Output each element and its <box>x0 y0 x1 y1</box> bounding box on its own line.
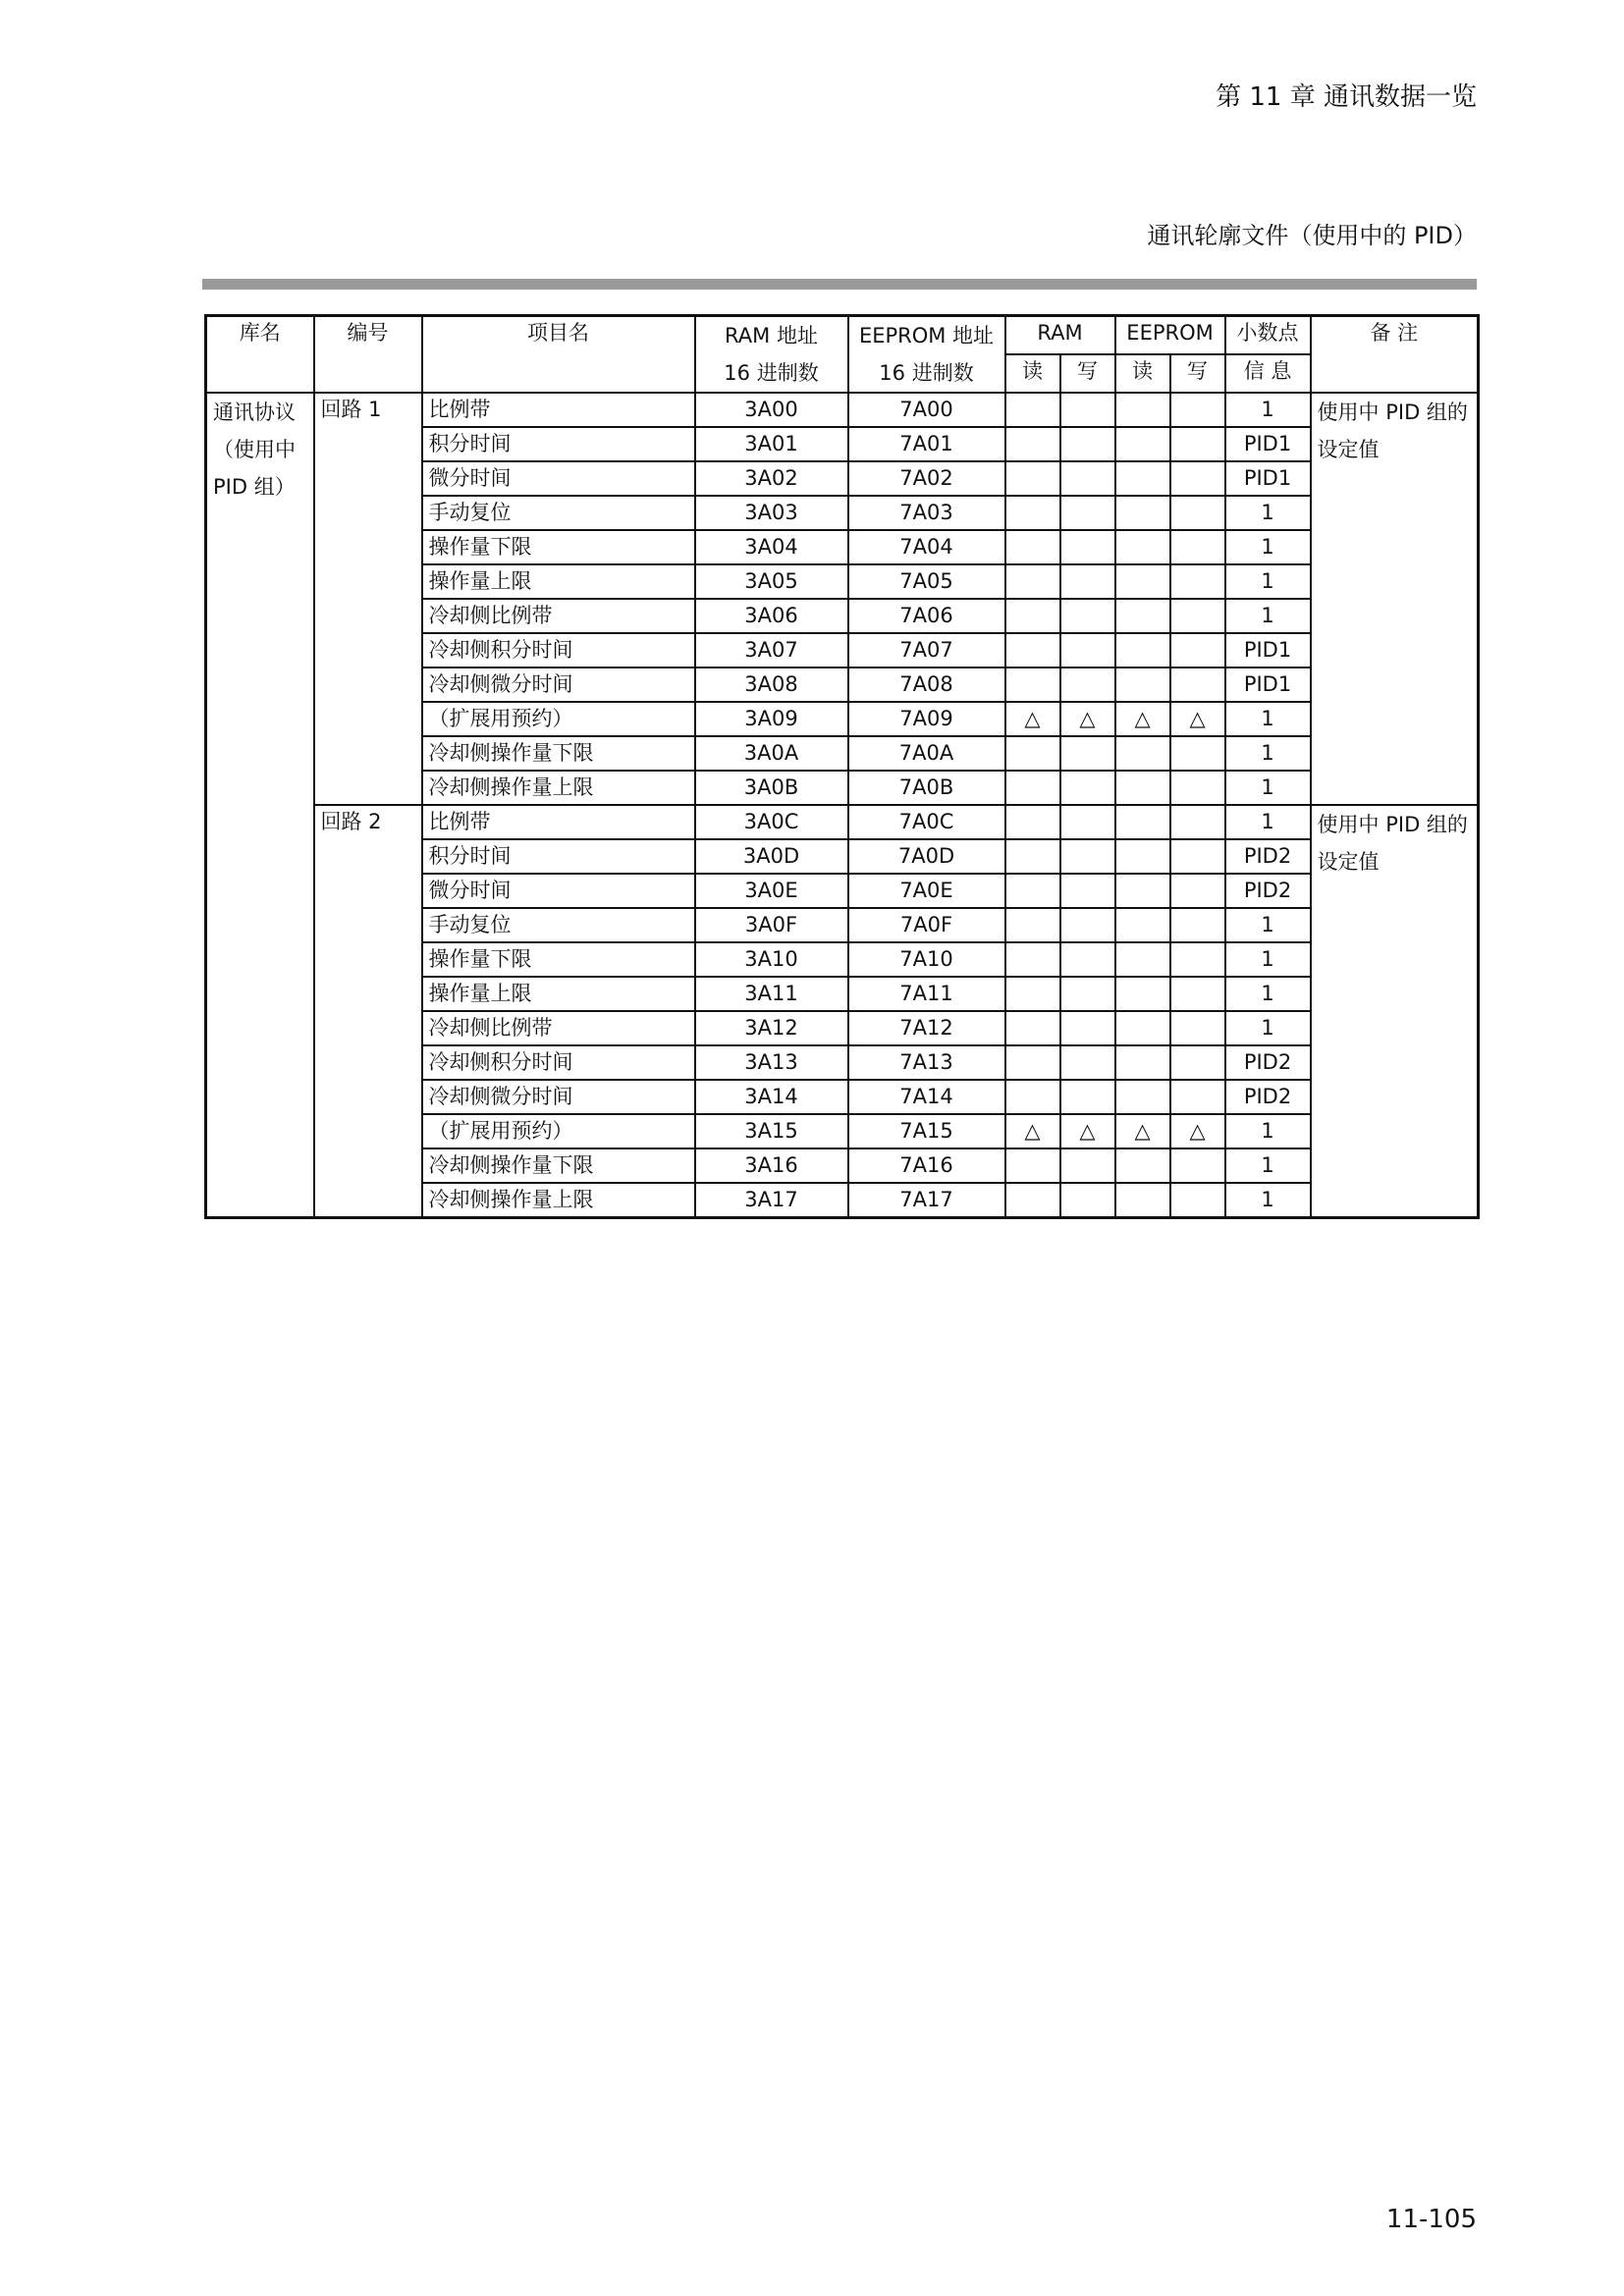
decimal-info-cell: PID1 <box>1225 461 1311 496</box>
decimal-info-cell: 1 <box>1225 564 1311 599</box>
header-decimal-info: 信 息 <box>1225 354 1311 393</box>
header-divider <box>202 279 1477 290</box>
eeprom-write-cell <box>1170 633 1225 667</box>
eeprom-address-cell: 7A0C <box>848 805 1005 839</box>
ram-write-cell <box>1060 461 1115 496</box>
decimal-info-cell: 1 <box>1225 393 1311 427</box>
item-name-cell: 手动复位 <box>422 496 695 530</box>
decimal-info-cell: 1 <box>1225 1011 1311 1045</box>
ram-read-cell <box>1005 1011 1060 1045</box>
ram-read-cell <box>1005 633 1060 667</box>
eeprom-read-cell <box>1115 633 1170 667</box>
eeprom-address-cell: 7A0B <box>848 771 1005 805</box>
eeprom-address-cell: 7A00 <box>848 393 1005 427</box>
table-row <box>206 393 1479 427</box>
ram-write-cell <box>1060 633 1115 667</box>
header-eeprom-address-label: EEPROM 地址 <box>858 324 995 347</box>
item-name-cell: 微分时间 <box>422 461 695 496</box>
chapter-title: 第 11 章 通讯数据一览 <box>1216 82 1477 112</box>
ram-address-cell: 3A14 <box>695 1080 848 1114</box>
ram-address-cell: 3A12 <box>695 1011 848 1045</box>
eeprom-write-cell <box>1170 427 1225 461</box>
ram-read-cell <box>1005 1045 1060 1080</box>
decimal-info-cell: 1 <box>1225 496 1311 530</box>
item-name-cell: （扩展用预约） <box>422 1114 695 1148</box>
eeprom-read-cell <box>1115 667 1170 702</box>
item-name-cell: 冷却侧比例带 <box>422 1011 695 1045</box>
eeprom-read-cell <box>1115 1045 1170 1080</box>
decimal-info-cell: 1 <box>1225 530 1311 564</box>
eeprom-address-cell: 7A09 <box>848 702 1005 736</box>
ram-write-cell <box>1060 1148 1115 1183</box>
ram-read-cell <box>1005 805 1060 839</box>
item-name-cell: 微分时间 <box>422 874 695 908</box>
decimal-info-cell: PID1 <box>1225 667 1311 702</box>
eeprom-write-cell <box>1170 1011 1225 1045</box>
ram-read-cell <box>1005 771 1060 805</box>
eeprom-write-cell <box>1170 771 1225 805</box>
ram-read-cell <box>1005 1183 1060 1218</box>
header-ram: RAM <box>1005 316 1115 355</box>
note-cell <box>1311 805 1479 1218</box>
ram-address-cell: 3A0C <box>695 805 848 839</box>
item-name-cell: （扩展用预约） <box>422 702 695 736</box>
ram-write-cell <box>1060 530 1115 564</box>
item-name-cell: 冷却侧操作量上限 <box>422 771 695 805</box>
eeprom-address-cell: 7A14 <box>848 1080 1005 1114</box>
header-ram-address-label: RAM 地址 <box>725 324 818 347</box>
eeprom-read-cell: △ <box>1115 702 1170 736</box>
eeprom-read-cell <box>1115 839 1170 874</box>
item-name-cell: 比例带 <box>422 805 695 839</box>
eeprom-write-cell <box>1170 942 1225 977</box>
eeprom-write-cell <box>1170 1080 1225 1114</box>
ram-read-cell <box>1005 839 1060 874</box>
eeprom-address-cell: 7A0A <box>848 736 1005 771</box>
item-name-cell: 手动复位 <box>422 908 695 942</box>
eeprom-write-cell <box>1170 908 1225 942</box>
ram-read-cell <box>1005 908 1060 942</box>
eeprom-address-cell: 7A0D <box>848 839 1005 874</box>
eeprom-write-cell <box>1170 1148 1225 1183</box>
ram-read-cell <box>1005 599 1060 633</box>
eeprom-write-cell <box>1170 1045 1225 1080</box>
eeprom-read-cell <box>1115 564 1170 599</box>
table-header <box>206 316 1479 394</box>
decimal-info-cell: 1 <box>1225 977 1311 1011</box>
ram-address-cell: 3A00 <box>695 393 848 427</box>
item-name-cell: 冷却侧积分时间 <box>422 633 695 667</box>
ram-write-cell <box>1060 427 1115 461</box>
loop-number-cell: 回路 2 <box>314 805 422 1218</box>
communication-data-table <box>204 314 1480 1219</box>
item-name-cell: 冷却侧操作量下限 <box>422 736 695 771</box>
item-name-cell: 操作量下限 <box>422 942 695 977</box>
header-eeprom-address-sub: 16 进制数 <box>879 361 974 385</box>
item-name-cell: 操作量上限 <box>422 564 695 599</box>
header-ram-write: 写 <box>1060 354 1115 393</box>
ram-write-cell <box>1060 1011 1115 1045</box>
eeprom-read-cell <box>1115 1148 1170 1183</box>
ram-write-cell: △ <box>1060 702 1115 736</box>
ram-read-cell <box>1005 496 1060 530</box>
eeprom-read-cell <box>1115 530 1170 564</box>
header-library: 库名 <box>206 316 314 394</box>
eeprom-address-cell: 7A07 <box>848 633 1005 667</box>
eeprom-read-cell: △ <box>1115 1114 1170 1148</box>
eeprom-read-cell <box>1115 599 1170 633</box>
eeprom-write-cell <box>1170 461 1225 496</box>
eeprom-address-cell: 7A05 <box>848 564 1005 599</box>
eeprom-read-cell <box>1115 496 1170 530</box>
item-name-cell: 冷却侧操作量下限 <box>422 1148 695 1183</box>
header-ram-address-sub: 16 进制数 <box>724 361 819 385</box>
decimal-info-cell: PID2 <box>1225 1045 1311 1080</box>
eeprom-address-cell: 7A08 <box>848 667 1005 702</box>
ram-address-cell: 3A05 <box>695 564 848 599</box>
eeprom-write-cell <box>1170 1183 1225 1218</box>
eeprom-read-cell <box>1115 1183 1170 1218</box>
note-line: 设定值 <box>1317 438 1380 461</box>
ram-address-cell: 3A0D <box>695 839 848 874</box>
ram-address-cell: 3A07 <box>695 633 848 667</box>
decimal-info-cell: PID1 <box>1225 427 1311 461</box>
eeprom-write-cell <box>1170 496 1225 530</box>
header-number: 编号 <box>314 316 422 394</box>
ram-read-cell <box>1005 564 1060 599</box>
header-ram-address <box>695 316 848 394</box>
decimal-info-cell: 1 <box>1225 1148 1311 1183</box>
note-line: 使用中 PID 组的 <box>1317 400 1468 424</box>
ram-write-cell <box>1060 496 1115 530</box>
ram-write-cell <box>1060 736 1115 771</box>
page-number: 11-105 <box>1385 2205 1477 2234</box>
eeprom-write-cell <box>1170 667 1225 702</box>
table-row <box>206 805 1479 839</box>
item-name-cell: 比例带 <box>422 393 695 427</box>
eeprom-write-cell <box>1170 393 1225 427</box>
decimal-info-cell: 1 <box>1225 736 1311 771</box>
eeprom-read-cell <box>1115 771 1170 805</box>
eeprom-write-cell <box>1170 530 1225 564</box>
library-name-line: PID 组） <box>213 475 296 499</box>
eeprom-write-cell <box>1170 599 1225 633</box>
ram-write-cell <box>1060 839 1115 874</box>
ram-read-cell <box>1005 977 1060 1011</box>
ram-write-cell <box>1060 1045 1115 1080</box>
header-note: 备 注 <box>1311 316 1479 394</box>
eeprom-read-cell <box>1115 736 1170 771</box>
eeprom-read-cell <box>1115 1011 1170 1045</box>
eeprom-address-cell: 7A04 <box>848 530 1005 564</box>
decimal-info-cell: 1 <box>1225 702 1311 736</box>
decimal-info-cell: 1 <box>1225 1183 1311 1218</box>
note-line: 设定值 <box>1317 850 1380 874</box>
decimal-info-cell: 1 <box>1225 805 1311 839</box>
eeprom-write-cell <box>1170 564 1225 599</box>
ram-read-cell: △ <box>1005 1114 1060 1148</box>
table-body <box>206 393 1479 1218</box>
ram-address-cell: 3A13 <box>695 1045 848 1080</box>
ram-write-cell: △ <box>1060 1114 1115 1148</box>
eeprom-address-cell: 7A13 <box>848 1045 1005 1080</box>
item-name-cell: 冷却侧操作量上限 <box>422 1183 695 1218</box>
decimal-info-cell: PID1 <box>1225 633 1311 667</box>
ram-write-cell <box>1060 599 1115 633</box>
eeprom-address-cell: 7A17 <box>848 1183 1005 1218</box>
eeprom-address-cell: 7A01 <box>848 427 1005 461</box>
ram-read-cell <box>1005 393 1060 427</box>
eeprom-address-cell: 7A10 <box>848 942 1005 977</box>
ram-read-cell <box>1005 942 1060 977</box>
note-line: 使用中 PID 组的 <box>1317 813 1468 836</box>
ram-address-cell: 3A0B <box>695 771 848 805</box>
header-eeprom-read: 读 <box>1115 354 1170 393</box>
decimal-info-cell: 1 <box>1225 1114 1311 1148</box>
header-eeprom-write: 写 <box>1170 354 1225 393</box>
eeprom-read-cell <box>1115 393 1170 427</box>
ram-write-cell <box>1060 393 1115 427</box>
ram-read-cell <box>1005 461 1060 496</box>
ram-address-cell: 3A06 <box>695 599 848 633</box>
loop-number-cell: 回路 1 <box>314 393 422 805</box>
decimal-info-cell: 1 <box>1225 908 1311 942</box>
ram-write-cell <box>1060 977 1115 1011</box>
ram-address-cell: 3A0A <box>695 736 848 771</box>
ram-address-cell: 3A10 <box>695 942 848 977</box>
ram-address-cell: 3A04 <box>695 530 848 564</box>
library-name-line: （使用中 <box>213 438 296 461</box>
ram-write-cell <box>1060 1080 1115 1114</box>
ram-read-cell <box>1005 530 1060 564</box>
eeprom-read-cell <box>1115 427 1170 461</box>
ram-read-cell <box>1005 874 1060 908</box>
eeprom-read-cell <box>1115 805 1170 839</box>
eeprom-address-cell: 7A03 <box>848 496 1005 530</box>
eeprom-write-cell: △ <box>1170 1114 1225 1148</box>
ram-write-cell <box>1060 667 1115 702</box>
ram-read-cell <box>1005 667 1060 702</box>
eeprom-address-cell: 7A0E <box>848 874 1005 908</box>
ram-address-cell: 3A0E <box>695 874 848 908</box>
decimal-info-cell: 1 <box>1225 599 1311 633</box>
eeprom-read-cell <box>1115 1080 1170 1114</box>
decimal-info-cell: 1 <box>1225 942 1311 977</box>
item-name-cell: 冷却侧微分时间 <box>422 667 695 702</box>
eeprom-write-cell <box>1170 736 1225 771</box>
ram-address-cell: 3A11 <box>695 977 848 1011</box>
header-eeprom-address <box>848 316 1005 394</box>
ram-write-cell <box>1060 805 1115 839</box>
ram-address-cell: 3A16 <box>695 1148 848 1183</box>
eeprom-read-cell <box>1115 874 1170 908</box>
eeprom-address-cell: 7A11 <box>848 977 1005 1011</box>
ram-address-cell: 3A01 <box>695 427 848 461</box>
eeprom-write-cell: △ <box>1170 702 1225 736</box>
eeprom-write-cell <box>1170 805 1225 839</box>
ram-address-cell: 3A03 <box>695 496 848 530</box>
eeprom-address-cell: 7A15 <box>848 1114 1005 1148</box>
item-name-cell: 积分时间 <box>422 839 695 874</box>
ram-write-cell <box>1060 1183 1115 1218</box>
note-cell <box>1311 393 1479 805</box>
eeprom-address-cell: 7A16 <box>848 1148 1005 1183</box>
eeprom-read-cell <box>1115 942 1170 977</box>
eeprom-address-cell: 7A0F <box>848 908 1005 942</box>
ram-write-cell <box>1060 564 1115 599</box>
eeprom-address-cell: 7A02 <box>848 461 1005 496</box>
section-subtitle: 通讯轮廓文件（使用中的 PID） <box>1147 222 1477 249</box>
ram-read-cell: △ <box>1005 702 1060 736</box>
ram-read-cell <box>1005 427 1060 461</box>
item-name-cell: 积分时间 <box>422 427 695 461</box>
ram-read-cell <box>1005 736 1060 771</box>
ram-read-cell <box>1005 1080 1060 1114</box>
eeprom-read-cell <box>1115 977 1170 1011</box>
decimal-info-cell: PID2 <box>1225 874 1311 908</box>
header-decimal: 小数点 <box>1225 316 1311 355</box>
eeprom-write-cell <box>1170 839 1225 874</box>
ram-address-cell: 3A15 <box>695 1114 848 1148</box>
header-ram-read: 读 <box>1005 354 1060 393</box>
decimal-info-cell: PID2 <box>1225 1080 1311 1114</box>
ram-address-cell: 3A0F <box>695 908 848 942</box>
item-name-cell: 操作量上限 <box>422 977 695 1011</box>
eeprom-address-cell: 7A06 <box>848 599 1005 633</box>
ram-write-cell <box>1060 771 1115 805</box>
header-eeprom: EEPROM <box>1115 316 1225 355</box>
ram-write-cell <box>1060 942 1115 977</box>
item-name-cell: 冷却侧积分时间 <box>422 1045 695 1080</box>
ram-address-cell: 3A09 <box>695 702 848 736</box>
eeprom-read-cell <box>1115 461 1170 496</box>
item-name-cell: 操作量下限 <box>422 530 695 564</box>
library-name-cell <box>206 393 314 1218</box>
ram-address-cell: 3A08 <box>695 667 848 702</box>
ram-address-cell: 3A17 <box>695 1183 848 1218</box>
ram-read-cell <box>1005 1148 1060 1183</box>
library-name-line: 通讯协议 <box>213 400 296 424</box>
eeprom-read-cell <box>1115 908 1170 942</box>
ram-write-cell <box>1060 908 1115 942</box>
eeprom-write-cell <box>1170 874 1225 908</box>
eeprom-write-cell <box>1170 977 1225 1011</box>
decimal-info-cell: 1 <box>1225 771 1311 805</box>
ram-write-cell <box>1060 874 1115 908</box>
decimal-info-cell: PID2 <box>1225 839 1311 874</box>
item-name-cell: 冷却侧微分时间 <box>422 1080 695 1114</box>
item-name-cell: 冷却侧比例带 <box>422 599 695 633</box>
ram-address-cell: 3A02 <box>695 461 848 496</box>
header-item-name: 项目名 <box>422 316 695 394</box>
eeprom-address-cell: 7A12 <box>848 1011 1005 1045</box>
